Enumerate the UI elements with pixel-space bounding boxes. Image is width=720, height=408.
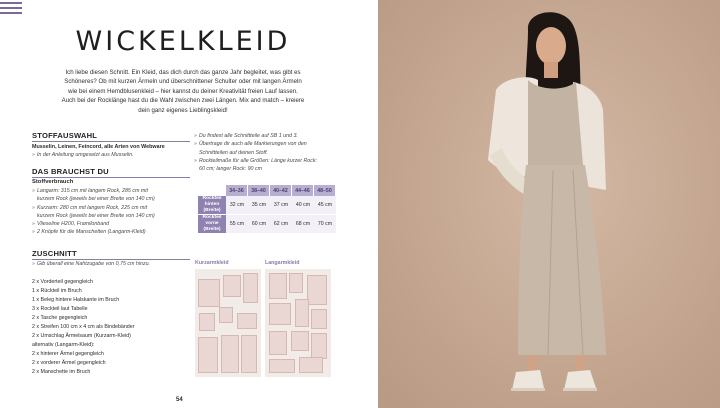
table-row	[198, 215, 336, 234]
list-item	[32, 195, 197, 203]
cut-list	[32, 278, 197, 377]
table-row	[198, 196, 336, 215]
list-item: » Vlieseline H200, Framilonband	[32, 221, 110, 228]
table-cell: 45 cm	[314, 196, 336, 215]
list-item-text: 2 Knöpfe für die Manschetten (Langarm-Kleid)	[36, 229, 146, 236]
cut-item: 3 x Rockteil laut Tabelle	[32, 306, 88, 312]
pattern-piece	[221, 335, 239, 373]
list-item: » Rockteilmaße für alle Größen: Länge kurzer Rock:	[194, 157, 318, 164]
leg-right	[576, 355, 585, 373]
list-item-text: Übertrage dir auch alle Markierungen von den	[198, 141, 307, 148]
list-item-text: kurzem Rock (jeweils bei einer Breite von 140 cm)	[37, 212, 155, 219]
intro-line: Ich liebe diesen Schnitt. Ein Kleid, das dich durch das ganze Jahr begleitet, was gibt es	[65, 69, 301, 76]
list-item-text: Du findest alle Schnittteile auf SB 1 und 3.	[198, 133, 298, 139]
row-label	[198, 215, 226, 234]
zuschnitt-note	[32, 260, 197, 268]
stripe	[0, 2, 22, 4]
row-label-line: Rockteil	[202, 215, 222, 220]
cut-item: 1 x Rückteil im Bruch	[32, 288, 82, 294]
row-label-line: (Breite)	[203, 208, 221, 213]
materials-note-text: In der Anleitung umgesetzt aus Musselin.	[36, 152, 134, 159]
pattern-piece	[243, 273, 258, 303]
dress-bodice	[528, 80, 583, 165]
list-item: » Übertrage dir auch alle Markierungen von den	[194, 141, 307, 148]
intro-line: Schöneres? Ob mit kurzen Ärmeln und überschnittener Schulter oder mit langen Ärmeln	[64, 78, 302, 86]
cut-item: 2 x Umschlag Ärmelsaum (Kurzarm-Kleid)	[32, 333, 131, 339]
divider	[32, 141, 190, 142]
cut-item: 2 x Tasche gegengleich	[32, 315, 88, 321]
cut-item: 1 x Beleg hintere Halskante im Bruch	[32, 297, 120, 303]
face	[536, 27, 566, 65]
row-label-line: hinten	[204, 202, 220, 207]
size-header: 44–46	[292, 185, 314, 196]
list-item-text: Kurzarm: 280 cm mit langem Rock, 225 cm mit	[36, 204, 148, 211]
sole-right	[563, 388, 597, 391]
list-item-text: Langarm: 315 cm mit langem Rock, 285 cm mit	[36, 188, 148, 194]
pattern-piece	[291, 331, 309, 351]
model-photo	[378, 0, 720, 408]
list-item: » Langarm: 315 cm mit langem Rock, 285 cm mit	[32, 188, 148, 194]
list-item: » Du findest alle Schnittteile auf SB 1 und 3.	[194, 133, 298, 139]
list-item-text: Gib überall eine Nahtzugabe von 0,75 cm hinzu.	[36, 261, 151, 267]
page-title: WICKELKLEID	[75, 26, 291, 57]
list-item	[32, 212, 197, 220]
page-number: 54	[176, 397, 183, 403]
row-label-line: (Breite)	[203, 227, 221, 232]
list-item: » Gib überall eine Nahtzugabe von 0,75 cm hinzu.	[32, 261, 151, 267]
list-item-text: Schnittteilen auf deinen Stoff.	[199, 149, 268, 156]
pattern-piece	[311, 333, 327, 359]
stripe	[0, 7, 22, 9]
pattern-piece	[237, 313, 257, 329]
size-header: 38–40	[248, 185, 270, 196]
materials-text: Musselin, Leinen, Feincord, alle Arten von Webware	[32, 144, 165, 150]
pattern-piece	[299, 357, 323, 373]
cut-item: 2 x Vorderteil gegengleich	[32, 279, 93, 285]
zuschnitt-heading: ZUSCHNITT	[32, 249, 77, 258]
size-header: 34–36	[226, 185, 248, 196]
kurzarm-layout-label: Kurzarmkleid	[195, 260, 229, 266]
row-label	[198, 196, 226, 215]
pattern-piece	[198, 279, 220, 307]
table-cell: 62 cm	[270, 215, 292, 234]
table-cell: 55 cm	[226, 215, 248, 234]
pattern-piece	[289, 273, 303, 293]
brauchst-heading: DAS BRAUCHST DU	[32, 167, 109, 176]
cut-item: alternativ (Langarm-Kleid):	[32, 342, 95, 348]
list-item	[194, 165, 344, 173]
list-item-text: 60 cm; langer Rock: 90 cm	[199, 166, 262, 173]
divider	[32, 177, 190, 178]
pattern-piece	[198, 337, 218, 373]
list-item-text: Rockteilmaße für alle Größen: Länge kurzer Rock:	[198, 157, 318, 164]
stoffauswahl-heading: STOFFAUSWAHL	[32, 131, 98, 140]
table-cell: 37 cm	[270, 196, 292, 215]
pattern-piece	[269, 273, 287, 299]
table-cell: 32 cm	[226, 196, 248, 215]
table-corner	[198, 185, 226, 196]
pattern-piece	[241, 335, 257, 373]
pattern-piece	[219, 307, 233, 323]
table-cell: 68 cm	[292, 215, 314, 234]
pattern-piece	[307, 275, 327, 305]
cut-item: 2 x vorderer Ärmel gegengleich	[32, 360, 106, 366]
stoffverbrauch-subheading: Stoffverbrauch	[32, 179, 74, 185]
list-item	[194, 149, 344, 157]
neck	[544, 62, 558, 78]
size-header: 48–50	[314, 185, 336, 196]
list-item: » 2 Knöpfe für die Manschetten (Langarm-Kleid)	[32, 229, 146, 236]
stoffverbrauch-list	[32, 187, 197, 237]
row-label-line: vorne	[205, 221, 219, 226]
intro-line: dein ganz eigenes Lieblingskleid!	[138, 106, 228, 114]
langarm-layout-label: Langarmkleid	[265, 260, 300, 266]
size-header: 40–42	[270, 185, 292, 196]
langarm-cutting-layout	[265, 269, 331, 377]
size-table	[198, 185, 336, 234]
pattern-piece	[269, 359, 295, 373]
table-cell: 70 cm	[314, 215, 336, 234]
cut-item: 2 x Streifen 100 cm x 4 cm als Bindebänder	[32, 324, 135, 330]
list-item: » Kurzarm: 280 cm mit langem Rock, 225 cm mit	[32, 204, 148, 211]
pattern-piece	[269, 331, 287, 355]
sneaker-left	[512, 370, 544, 390]
intro-line: wie bei einem Hemdblusenkleid – hier kannst du deiner Kreativität freien Lauf lassen.	[68, 87, 298, 95]
intro-line: Auch bei der Rocklänge hast du die Wahl zwischen zwei Längen. Mix and match – kreiere	[61, 97, 305, 105]
table-cell: 40 cm	[292, 196, 314, 215]
model-illustration	[378, 0, 720, 408]
pattern-piece	[311, 309, 327, 329]
materials-note: » In der Anleitung umgesetzt aus Musselin.	[32, 152, 134, 159]
pattern-notes	[194, 132, 344, 173]
decorative-stripes	[0, 0, 22, 16]
stripe	[0, 12, 22, 14]
list-item-text: kurzem Rock (jeweils bei einer Breite von 140 cm)	[37, 196, 155, 203]
materials	[32, 143, 197, 160]
sole-left	[511, 388, 545, 391]
pattern-piece	[295, 299, 309, 327]
pattern-piece	[199, 313, 215, 331]
table-cell: 35 cm	[248, 196, 270, 215]
cut-item: 2 x hinterer Ärmel gegengleich	[32, 351, 104, 357]
table-cell: 60 cm	[248, 215, 270, 234]
pattern-piece	[223, 275, 241, 297]
intro-paragraph	[48, 68, 318, 115]
kurzarm-cutting-layout	[195, 269, 261, 377]
pattern-piece	[269, 303, 291, 325]
size-header-row	[198, 185, 336, 196]
leg-left	[528, 355, 537, 373]
row-label-line: Rockteil	[202, 196, 222, 201]
list-item-text: Vlieseline H200, Framilonband	[36, 221, 110, 228]
cut-item: 2 x Manschette im Bruch	[32, 369, 91, 375]
